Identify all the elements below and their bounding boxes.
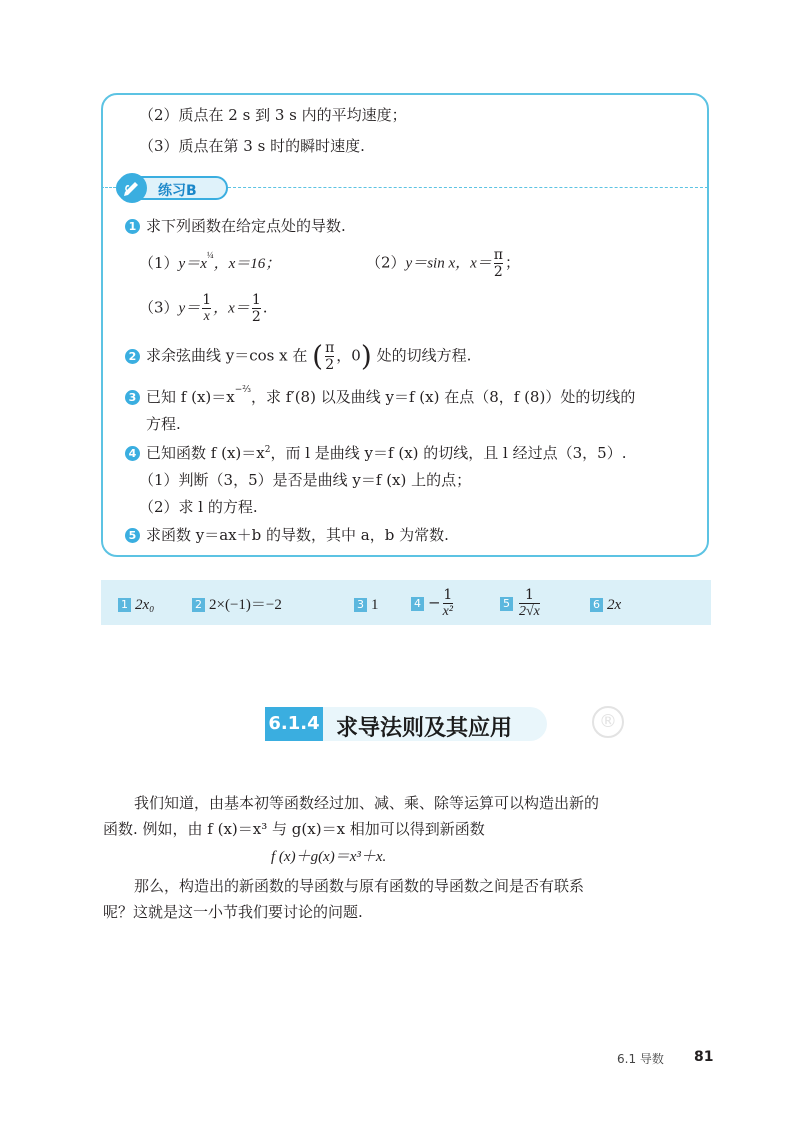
question-3: 3 已知 f $(x)=x^{-\frac{2}{3}}$，求 f′(8) 以及曲线 y＝f (x) 在点（8，f (8)）处的切线的 [125,390,635,405]
registered-mark-icon: ® [592,706,624,738]
divider [101,187,116,188]
body-paragraph-2-cont: 呢？这就是这一小节我们要讨论的问题. [103,903,363,921]
chapter-footer: 6.1 导数 [617,1052,664,1066]
question-4-part-2: （2）求 l 的方程. [139,498,258,516]
question-3-continued: 方程. [146,415,181,433]
question-1-part-1: $(1)y=x^{\frac{1}{4}}$，x＝16； [139,250,281,272]
exercise-item-3: （3）质点在第 3 s 时的瞬时速度. [139,137,365,155]
question-1: 1 求下列函数在给定点处的导数. [125,219,346,234]
question-4: 4 已知函数 f $(x)=x^2$，而 l 是曲线 y＝f (x) 的切线，且 l 经过点（3，5）. [125,446,626,461]
fraction: $\frac{1}{x}$ [202,292,212,324]
answer-5: 5 $\frac{1}{2√x}$ [500,587,542,620]
answer-3: 3 1 [354,597,379,613]
question-5: 5 求函数 y＝ax＋b 的导数，其中 a，b 为常数. [125,528,449,543]
answer-4: 4 − $\frac{1}{\text{x²}}$ [411,587,455,620]
body-paragraph-1: 我们知道，由基本初等函数经过加、减、乘、除等运算可以构造出新的 [134,794,600,812]
question-number: 1 [125,219,140,234]
fraction: $\frac{\pi}{2}$ [325,340,335,373]
section-number: 6.1.4 [265,707,323,741]
fraction: $\frac{1}{2√x}$ [519,587,540,619]
pencil-icon [117,173,147,203]
question-2: 2 求余弦曲线 y＝cos x 在 ( $\frac{\pi}{2}$ ，0) 处的切线方程. [125,340,471,373]
answer-1: 1 2x₀ [118,597,154,613]
practice-title: 练习B [158,183,197,199]
body-formula: f (x)＋g(x)＝x³＋x. [271,849,387,865]
body-paragraph-1-cont: 函数. 例如，由 f (x)＝x³ 与 g(x)＝x 相加可以得到新函数 [103,820,485,838]
question-1-part-3: （3）y＝ $\frac{1}{x}$ ，x＝ $\frac{1}{2}$ . [139,292,268,325]
question-4-part-1: （1）判断（3，5）是否是曲线 y＝f (x) 上的点； [139,471,472,489]
answer-2: 2 2×(−1)＝−2 [192,597,282,613]
page-number: 81 [694,1049,714,1065]
fraction: $\frac{\pi}{2}$ [493,247,503,280]
fraction: $\frac{1}{\text{x²}}$ [442,587,453,619]
divider [228,187,708,188]
section-title: 求导法则及其应用 [336,716,513,741]
body-paragraph-2: 那么，构造出的新函数的导函数与原有函数的导函数之间是否有联系 [134,877,585,895]
fraction: $\frac{1}{2}$ [251,292,261,325]
answer-6: 6 2x [590,597,621,613]
exercise-item-2: （2）质点在 2 s 到 3 s 内的平均速度； [139,106,407,124]
question-1-part-2: （2）y＝sin x，x＝ $\frac{\pi}{2}$ ； [366,247,520,280]
